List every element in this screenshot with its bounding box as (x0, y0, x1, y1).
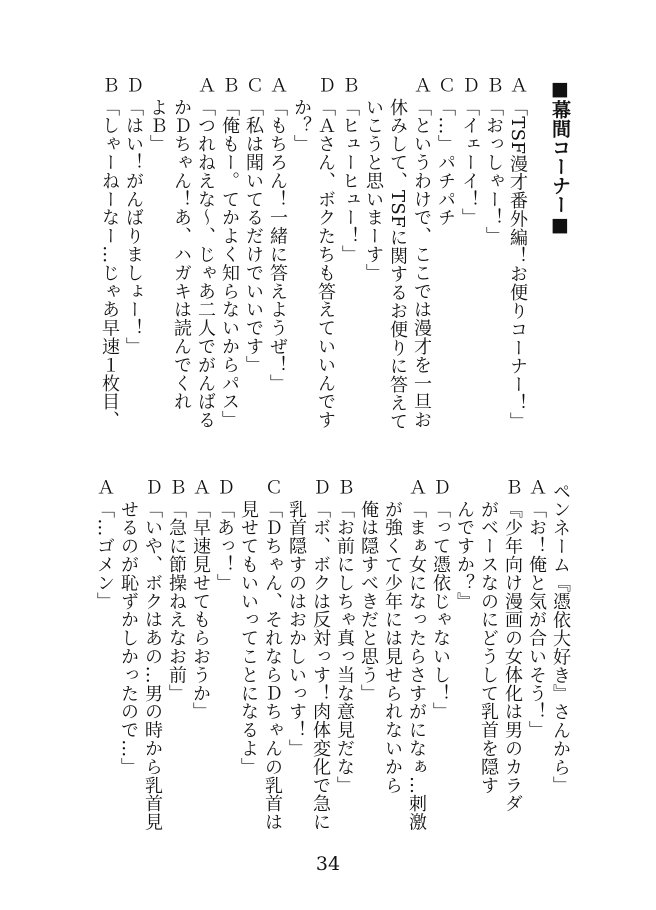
dialogue-line (188, 478, 212, 721)
dialogue-line (92, 478, 116, 610)
dialogue-line (409, 76, 433, 429)
speaker-label: Ｄ (214, 478, 235, 496)
speaker-label: Ｄ (142, 478, 163, 496)
dialogue-line (212, 478, 236, 592)
dialogue-line (428, 478, 452, 721)
dialogue-line (380, 478, 404, 794)
dialogue-block-bottom (92, 478, 572, 831)
speaker-label: Ｂ (502, 478, 523, 496)
dialogue-line (284, 478, 308, 758)
dialogue-line (236, 478, 260, 776)
speaker-label: Ａ (267, 76, 288, 94)
section-heading: ■幕間コーナー■ (549, 78, 571, 236)
speaker-label: Ｂ (483, 76, 504, 94)
speaker-label: Ａ (94, 478, 115, 496)
dialogue-line (337, 76, 361, 264)
dialogue-line (313, 76, 337, 429)
dialogue-line (505, 76, 529, 430)
dialogue-text: よＢ」 (147, 98, 168, 154)
dialogue-text: 「…」パチパチ (435, 98, 456, 227)
dialogue-line (97, 76, 121, 429)
speaker-label: Ｂ (219, 76, 240, 94)
dialogue-text: んですか？』 (454, 500, 475, 611)
dialogue-line (476, 478, 500, 794)
dialogue-text: いこうと思いまーす」 (363, 98, 384, 282)
dialogue-text: ペンネーム『憑依大好き』さんから」 (550, 482, 571, 795)
dialogue-text: 「イェーイ！」 (459, 98, 480, 227)
dialogue-text: 「もちろん！一緒に答えようぜ！」 (267, 98, 288, 393)
dialogue-text: かＤちゃん！あ、ハガキは読んでくれ (171, 98, 192, 411)
dialogue-text: 『少年向け漫画の女体化は男のカラダ (502, 500, 523, 813)
dialogue-line (404, 478, 428, 831)
dialogue-line (457, 76, 481, 227)
dialogue-line (145, 76, 169, 153)
dialogue-line (164, 478, 188, 702)
speaker-label: Ｄ (310, 478, 331, 496)
speaker-label: Ａ (411, 76, 432, 94)
dialogue-text: 「私は聞いてるだけでいいです」 (243, 98, 264, 374)
dialogue-line (308, 478, 332, 831)
dialogue-line (140, 478, 164, 831)
speaker-label: Ｃ (262, 478, 283, 496)
dialogue-text: 「あっ！」 (214, 500, 235, 592)
dialogue-line (356, 478, 380, 702)
speaker-label: Ｃ (243, 76, 264, 94)
dialogue-text: 「いや、ボクはあの…男の時から乳首見 (142, 500, 163, 832)
dialogue-line (241, 76, 265, 374)
dialogue-text: 「おっしゃー！」 (483, 98, 504, 246)
dialogue-text: 「Ｄちゃん、それならＤちゃんの乳首は (262, 500, 283, 832)
dialogue-line (289, 76, 313, 153)
dialogue-text: がベースなのにどうして乳首を隠す (478, 500, 499, 795)
page-number: 34 (315, 853, 341, 875)
dialogue-text: 「ヒューヒュー！」 (339, 98, 360, 264)
speaker-label: Ｄ (430, 478, 451, 496)
dialogue-line (116, 478, 140, 776)
dialogue-text: 「急に節操ねえなお前」 (166, 500, 187, 703)
dialogue-text: 「俺もー。てかよく知らないからパス」 (219, 98, 240, 430)
speaker-label: Ｂ (99, 76, 120, 94)
dialogue-line (260, 478, 284, 831)
dialogue-text: 「TSF漫才番外編！お便りコーナー！」 (507, 98, 528, 431)
dialogue-line (361, 76, 385, 282)
dialogue-text: 見せてもいいってことになるよ」 (238, 500, 259, 776)
dialogue-text: 「お前にしちゃ真っ当な意見だな」 (334, 500, 355, 795)
dialogue-line (452, 478, 476, 610)
speaker-label: Ｂ (339, 76, 360, 94)
speaker-label: Ａ (526, 478, 547, 496)
speaker-label: Ａ (190, 478, 211, 496)
dialogue-text: 「お！俺と気が合いそう！」 (526, 500, 547, 740)
speaker-label: Ｂ (334, 478, 355, 496)
speaker-label: Ｂ (166, 478, 187, 496)
dialogue-text: せるのが恥ずかしかったので…」 (118, 500, 139, 776)
dialogue-text: 「つれねえな～、じゃあ二人でがんばる (195, 98, 216, 430)
dialogue-line (217, 76, 241, 429)
dialogue-text: 「しゃーねーなー…じゃあ早速１枚目、 (99, 98, 120, 430)
dialogue-text: 「はい！がんばりましょー！」 (123, 98, 144, 356)
dialogue-text: 「まぁ女になったらさすがになぁ…刺激 (406, 500, 427, 832)
dialogue-block-top (97, 76, 572, 430)
speaker-label: Ａ (507, 76, 528, 94)
dialogue-text: 俺は隠すべきだと思う」 (358, 500, 379, 703)
speaker-label: Ｃ (435, 76, 456, 94)
dialogue-line (481, 76, 505, 245)
dialogue-line (524, 478, 548, 739)
dialogue-text: 「早速見せてもらおうか」 (190, 500, 211, 721)
dialogue-line (385, 76, 409, 430)
dialogue-line (265, 76, 289, 392)
dialogue-text: 休みして、TSFに関するお便りに答えて (387, 98, 408, 431)
dialogue-line (121, 76, 145, 356)
dialogue-text: 「ボ、ボクは反対っす！肉体変化で急に (310, 500, 331, 832)
dialogue-text: か？」 (291, 98, 312, 154)
dialogue-text: 「Ａさん、ボクたちも答えていいんです (315, 98, 336, 430)
dialogue-line (500, 478, 524, 813)
dialogue-line (332, 478, 356, 794)
speaker-label: Ｄ (315, 76, 336, 94)
dialogue-line (433, 76, 457, 227)
dialogue-text: 乳首隠すのはおかしいっす！」 (286, 500, 307, 758)
speaker-label: Ａ (195, 76, 216, 94)
dialogue-text: 「というわけで、ここでは漫才を一旦お (411, 98, 432, 430)
speaker-label: Ａ (406, 478, 427, 496)
speaker-label: Ｄ (123, 76, 144, 94)
dialogue-text: が強くて少年には見せられないから (382, 500, 403, 795)
dialogue-line (169, 76, 193, 411)
speaker-label: Ｄ (459, 76, 480, 94)
dialogue-line (193, 76, 217, 429)
dialogue-text: 「…ゴメン」 (94, 500, 115, 611)
dialogue-text: 「って憑依じゃないし！」 (430, 500, 451, 721)
dialogue-line (548, 478, 572, 795)
